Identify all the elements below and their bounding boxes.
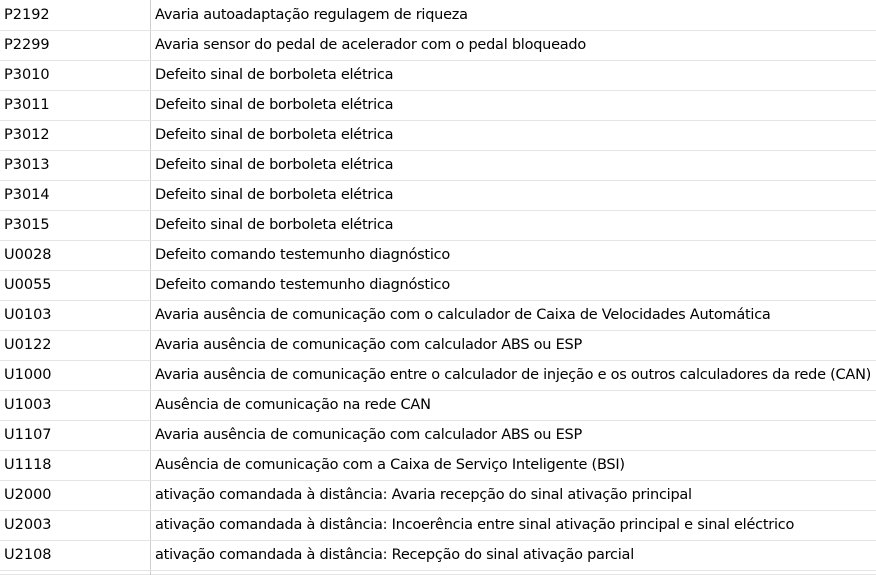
fault-code-cell: P3013 [0, 151, 151, 180]
table-row[interactable] [0, 31, 876, 61]
fault-description-cell: Defeito sinal de borboleta elétrica [155, 127, 394, 143]
fault-code-cell: P3014 [0, 181, 151, 210]
table-row[interactable] [0, 271, 876, 301]
table-row[interactable] [0, 241, 876, 271]
fault-description-cell: Avaria autoadaptação regulagem de riqueza [155, 7, 468, 23]
fault-code-cell: U1118 [0, 451, 151, 480]
fault-code-cell: U1107 [0, 421, 151, 450]
fault-code-cell: P3010 [0, 61, 151, 90]
table-row[interactable] [0, 211, 876, 241]
fault-description-cell: Defeito sinal de borboleta elétrica [155, 67, 394, 83]
fault-description-cell: Defeito sinal de borboleta elétrica [155, 97, 394, 113]
fault-description-cell: Avaria ausência de comunicação com calculador ABS ou ESP [155, 337, 582, 353]
fault-code-cell: U0122 [0, 331, 151, 360]
fault-description-cell: ativação comandada à distância: Recepção do sinal ativação parcial [155, 547, 634, 563]
fault-description-cell: Defeito sinal de borboleta elétrica [155, 187, 394, 203]
fault-code-cell: U2108 [0, 541, 151, 570]
fault-code-cell: P2299 [0, 31, 151, 60]
fault-description-cell: Avaria sensor do pedal de acelerador com o pedal bloqueado [155, 37, 586, 53]
fault-code-cell: P3015 [0, 211, 151, 240]
fault-description-cell: Avaria ausência de comunicação entre o calculador de injeção e os outros calculadores da rede (CAN) [155, 367, 872, 383]
fault-description-cell: Defeito comando testemunho diagnóstico [155, 247, 450, 263]
fault-description-cell: Avaria ausência de comunicação com o calculador de Caixa de Velocidades Automática [155, 307, 771, 323]
fault-description-cell: Defeito comando testemunho diagnóstico [155, 277, 450, 293]
fault-description-cell: Ausência de comunicação na rede CAN [155, 397, 431, 413]
table-row[interactable] [0, 541, 876, 571]
fault-code-cell: U1000 [0, 361, 151, 390]
fault-description-cell: Defeito sinal de borboleta elétrica [155, 157, 394, 173]
empty-cell [151, 571, 876, 574]
fault-description-cell: Defeito sinal de borboleta elétrica [155, 217, 394, 233]
fault-code-cell: P2192 [0, 0, 151, 30]
table-row[interactable] [0, 361, 876, 391]
fault-description-cell: ativação comandada à distância: Avaria recepção do sinal ativação principal [155, 487, 692, 503]
fault-code-cell: U0055 [0, 271, 151, 300]
table-row-partial [0, 571, 876, 575]
table-row[interactable] [0, 451, 876, 481]
table-row[interactable] [0, 511, 876, 541]
fault-code-cell: U0028 [0, 241, 151, 270]
table-row[interactable] [0, 91, 876, 121]
table-row[interactable] [0, 391, 876, 421]
column-divider [0, 571, 151, 575]
fault-description-cell: Avaria ausência de comunicação com calculador ABS ou ESP [155, 427, 582, 443]
table-row[interactable] [0, 331, 876, 361]
fault-code-cell: U2000 [0, 481, 151, 510]
table-row[interactable] [0, 121, 876, 151]
fault-code-cell: P3012 [0, 121, 151, 150]
fault-code-cell: U2003 [0, 511, 151, 540]
table-row[interactable] [0, 151, 876, 181]
table-row[interactable] [0, 421, 876, 451]
table-row[interactable] [0, 0, 876, 31]
table-row[interactable] [0, 61, 876, 91]
fault-code-cell: U0103 [0, 301, 151, 330]
fault-code-cell: U1003 [0, 391, 151, 420]
table-row[interactable] [0, 181, 876, 211]
table-row[interactable] [0, 301, 876, 331]
fault-description-cell: Ausência de comunicação com a Caixa de Serviço Inteligente (BSI) [155, 457, 625, 473]
fault-description-cell: ativação comandada à distância: Incoerência entre sinal ativação principal e sinal eléctrico [155, 517, 795, 533]
fault-code-cell: P3011 [0, 91, 151, 120]
table-row[interactable] [0, 481, 876, 511]
